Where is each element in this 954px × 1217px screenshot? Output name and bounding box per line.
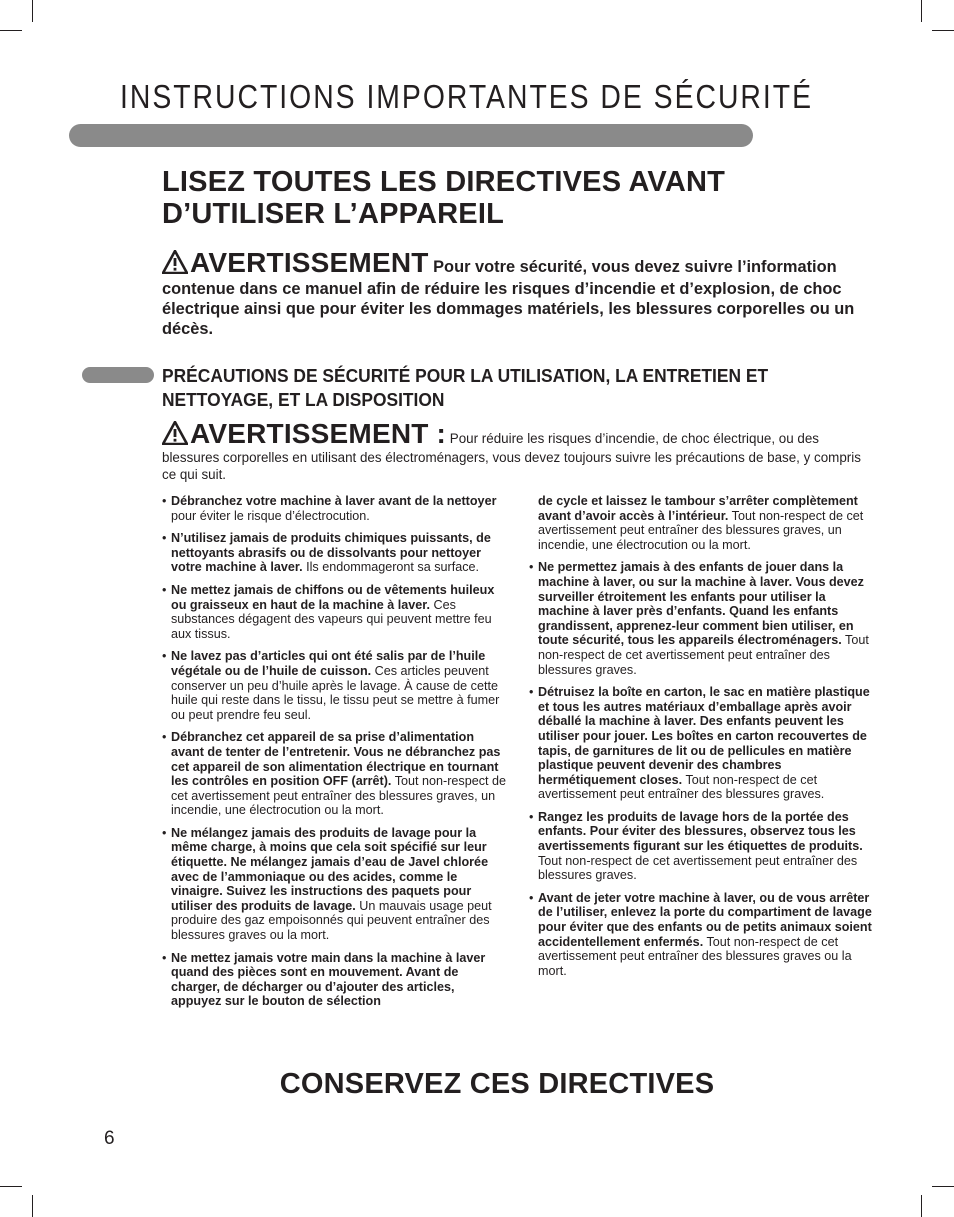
crop-mark [32, 1195, 33, 1217]
list-item: • Ne mettez jamais de chiffons ou de vêtements huileux ou graisseux en haut de la machine à laver. Ces substances dégagent des vapeurs qui peuvent mettre feu aux tissus. [162, 582, 495, 641]
list-item: • Rangez les produits de lavage hors de la portée des enfants. Pour éviter des blessures, observez tous les avertissements figurant sur les étiquettes de produits. Tout non-respect de cet avertissement peut entraîner des blessures graves. [529, 809, 863, 883]
warning-text: Pour votre sécurité, vous devez suivre l’information contenue dans ce manuel afin de réduire les risques d’incendie et d’explosion, de choc électrique ainsi que pour éviter les dommages matériels, les blessures corporelles ou un décès. [162, 258, 855, 338]
list-item: • Ne lavez pas d’articles qui ont été salis par de l’huile végétale ou de l’huile de cuisson. Ces articles peuvent conserver un peu d’huile après le lavage. À cause de cette huile qui reste dans le tissu, le tissu peut se mettre à fumer ou peut prendre feu seul. [162, 649, 500, 722]
warning-triangle-icon [162, 421, 188, 449]
section-marker-bar [82, 367, 154, 383]
warning-block [162, 247, 862, 339]
list-item: • Ne mettez jamais votre main dans la machine à laver quand des pièces sont en mouvement. Avant de charger, de décharger ou d’ajouter des articles, appuyez sur le bouton de sélection [162, 950, 486, 1009]
crop-mark [921, 0, 922, 22]
list-item-continuation: de cycle et laissez le tambour s’arrêter complètement avant d’avoir accès à l’intérieur. Tout non-respect de cet avertissement peut entraîner des blessures graves, un incendie, une électrocution ou la mort. [538, 494, 864, 552]
section-warning-text: Pour réduire les risques d’incendie, de choc électrique, ou des blessures corporelles en utilisant des électroménagers, vous devez toujours suivre les précautions de base, y compris ce qui suit. [162, 431, 861, 482]
main-heading-line1: LISEZ TOUTES LES DIRECTIVES AVANT [162, 166, 726, 198]
right-column [529, 494, 874, 986]
list-item: • Avant de jeter votre machine à laver, ou de vous arrêter de l’utiliser, enlevez la porte du compartiment de lavage pour éviter que des enfants ou de petits animaux soient accidentellement enfermés. Tout non-respect de cet avertissement peut entraîner des blessures graves ou la mort. [529, 890, 872, 978]
title-underline-bar [69, 124, 753, 147]
section-heading-line2: NETTOYAGE, ET LA DISPOSITION [162, 389, 445, 410]
left-column [162, 494, 507, 1017]
crop-mark [932, 1186, 954, 1187]
crop-mark [932, 30, 954, 31]
section-heading-line1: PRÉCAUTIONS DE SÉCURITÉ POUR LA UTILISATION, LA ENTRETIEN ET [162, 365, 769, 386]
section-warning-label: AVERTISSEMENT : [190, 418, 447, 449]
list-item: • Débranchez votre machine à laver avant de la nettoyer pour éviter le risque d’électrocution. [162, 494, 497, 523]
list-item: • Débranchez cet appareil de sa prise d’alimentation avant de tenter de l’entretenir. Vous ne débranchez pas cet appareil de son alimentation électrique en tournant les contrôles en position OFF (arrêt). Tout non-respect de cet avertissement peut entraîner des blessures graves, un incendie, une électrocution ou la mort. [162, 730, 507, 818]
section-warning-block [162, 418, 862, 483]
page-number: 6 [104, 1128, 115, 1149]
list-item: • Ne permettez jamais à des enfants de jouer dans la machine à laver, ou sur la machine à laver. Vous devez surveiller étroitement les enfants pour utiliser la machine à laver près d’enfants. Quand les enfants grandissent, apprenez-leur comment bien utiliser, en toute sécurité, tous les appareils électroménagers. Tout non-respect de cet avertissement peut entraîner des blessures graves. [529, 560, 869, 677]
main-heading-line2: D’UTILISER L’APPAREIL [162, 198, 505, 230]
crop-mark [0, 30, 22, 31]
warning-label: AVERTISSEMENT [190, 247, 429, 278]
list-item: • Détruisez la boîte en carton, le sac en matière plastique et tous les autres matériaux d’emballage après avoir déballé la machine à laver. Des enfants peuvent les utiliser pour jouer. Les boîtes en carton recouvertes de tapis, de garnitures de lit ou de pellicules en matière plastique peuvent devenir des chambres hermétiquement closes. Tout non-respect de cet avertissement peut entraîner des blessures graves. [529, 685, 870, 802]
section-heading [162, 364, 820, 412]
warning-triangle-icon [162, 250, 188, 279]
crop-mark [32, 0, 33, 22]
crop-mark [921, 1195, 922, 1217]
page-title: INSTRUCTIONS IMPORTANTES DE SÉCURITÉ [120, 78, 813, 115]
list-item: • Ne mélangez jamais des produits de lavage pour la même charge, à moins que cela soit spécifié sur leur étiquette. Ne mélangez jamais d’eau de Javel chlorée avec de l’ammoniaque ou des acides, comme le vinaigre. Suivez les instructions des paquets pour utiliser des produits de lavage. Un mauvais usage peut produire des gaz empoisonnés qui peuvent entraîner des blessures graves ou la mort. [162, 825, 492, 943]
footer-heading: CONSERVEZ CES DIRECTIVES [279, 1068, 715, 1100]
list-item: • N’utilisez jamais de produits chimiques puissants, de nettoyants abrasifs ou de dissolvants pour nettoyer votre machine à laver. Ils endommageront sa surface. [162, 531, 491, 575]
crop-mark [0, 1186, 22, 1187]
main-heading [162, 166, 812, 230]
